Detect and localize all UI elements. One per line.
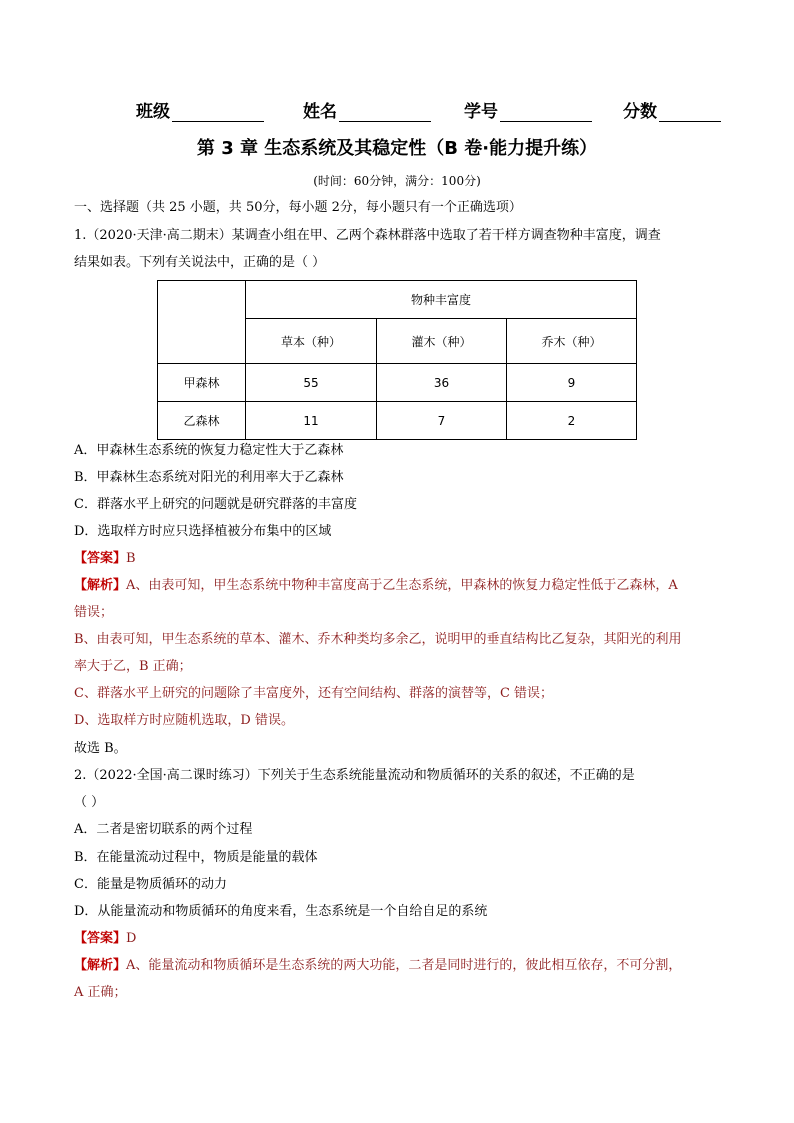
q1-stem-line-1: 1.（2020·天津·高二期末）某调查小组在甲、乙两个森林群落中选取了若干样方调查物种丰富度，调查 [74, 228, 661, 243]
answer-tag: 【答案】 [74, 931, 127, 946]
table-cell: 36 [377, 364, 507, 402]
answer-value: B [126, 551, 136, 566]
q1-analysis-line-6: D、选取样方时应随机选取，D 错误。 [74, 713, 294, 728]
table-row-label: 乙森林 [158, 402, 246, 440]
table-row [158, 402, 637, 440]
class-field [136, 97, 264, 122]
student-id-field [464, 97, 592, 122]
table-row [158, 364, 637, 402]
q2-stem-line-1: 2.（2022·全国·高二课时练习）下列关于生态系统能量流动和物质循环的关系的叙述，不正确的是 [74, 768, 635, 783]
table-col-shrub: 灌木（种） [377, 319, 507, 364]
q2-option-a: A．二者是密切联系的两个过程 [74, 822, 253, 837]
analysis-tag: 【解析】 [74, 958, 127, 973]
table-cell: 7 [377, 402, 507, 440]
table-cell: 55 [246, 364, 377, 402]
q2-analysis-line-1 [74, 957, 681, 975]
q1-analysis-line-2: 错误； [74, 605, 114, 620]
name-blank [339, 103, 431, 122]
q2-option-c: C．能量是物质循环的动力 [74, 877, 227, 892]
answer-tag: 【答案】 [74, 551, 127, 566]
q2-answer [74, 930, 136, 948]
q2-stem-line-2: （ ） [74, 795, 105, 810]
score-blank [659, 103, 721, 122]
q2-option-b: B．在能量流动过程中，物质是能量的载体 [74, 850, 318, 865]
student-id-blank [500, 103, 592, 122]
exam-meta: (时间：60分钟，满分：100分) [313, 174, 481, 188]
table-col-herb: 草本（种） [246, 319, 377, 364]
analysis-text: A、由表可知，甲生态系统中物种丰富度高于乙生态系统，甲森林的恢复力稳定性低于乙森林，A [126, 578, 678, 593]
q1-conclusion: 故选 B。 [74, 741, 127, 756]
name-label: 姓名 [303, 102, 337, 122]
score-field [623, 97, 721, 122]
section-heading: 一、选择题（共 25 小题，共 50分，每小题 2分，每小题只有一个正确选项） [74, 200, 522, 215]
name-field [303, 97, 431, 122]
class-blank [172, 103, 264, 122]
answer-value: D [126, 931, 137, 946]
species-richness-table [157, 280, 637, 440]
table-group-header: 物种丰富度 [246, 281, 637, 319]
analysis-tag: 【解析】 [74, 578, 127, 593]
table-corner-cell [158, 281, 246, 364]
q1-analysis-line-5: C、群落水平上研究的问题除了丰富度外，还有空间结构、群落的演替等，C 错误； [74, 686, 554, 701]
q1-option-a: A．甲森林生态系统的恢复力稳定性大于乙森林 [74, 443, 344, 458]
q1-analysis-line-3: B、由表可知，甲生态系统的草本、灌木、乔木种类均多余乙，说明甲的垂直结构比乙复杂，其阳光的利用 [74, 632, 682, 647]
q1-option-d: D．选取样方时应只选择植被分布集中的区域 [74, 524, 332, 539]
score-label: 分数 [623, 102, 657, 122]
student-info-header [0, 97, 794, 123]
table-cell: 2 [507, 402, 637, 440]
analysis-text: A、能量流动和物质循环是生态系统的两大功能，二者是同时进行的，彼此相互依存，不可分割， [126, 958, 682, 973]
q1-analysis-line-4: 率大于乙，B 正确； [74, 659, 192, 674]
q2-analysis-line-2: A 正确； [74, 985, 127, 1000]
q1-stem-line-2: 结果如表。下列有关说法中，正确的是（ ） [74, 255, 326, 270]
student-id-label: 学号 [464, 102, 498, 122]
q1-option-c: C．群落水平上研究的问题就是研究群落的丰富度 [74, 497, 357, 512]
table-cell: 11 [246, 402, 377, 440]
q1-analysis-line-1 [74, 577, 678, 595]
q1-answer [74, 550, 136, 568]
class-label: 班级 [136, 102, 170, 122]
table-cell: 9 [507, 364, 637, 402]
table-row-label: 甲森林 [158, 364, 246, 402]
q1-option-b: B．甲森林生态系统对阳光的利用率大于乙森林 [74, 470, 344, 485]
q2-option-d: D．从能量流动和物质循环的角度来看，生态系统是一个自给自足的系统 [74, 904, 488, 919]
page-title: 第 3 章 生态系统及其稳定性（B 卷·能力提升练） [196, 138, 598, 159]
table-col-tree: 乔木（种） [507, 319, 637, 364]
